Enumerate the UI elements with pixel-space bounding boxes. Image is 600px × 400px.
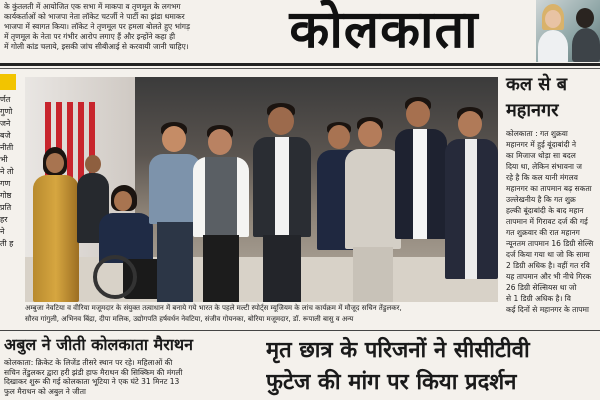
headline-line: महानगर [506, 100, 559, 121]
fragment: जने [0, 119, 11, 128]
body-line: कोलकाता : गत शुक्रवा [506, 129, 568, 138]
right-article-headline [500, 72, 600, 124]
body-line: सचिन तेंडुलकर द्वारा हरी झंडी हाफ मैराथन की सिक्किम की मंगली [4, 367, 183, 377]
headline-line: कल से ब [506, 74, 568, 95]
body-line: से 1 डिग्री अधिक है। वि [506, 294, 571, 303]
fragment: प्रति [0, 203, 12, 212]
body-line: का मिजाज थोड़ा सा बदल [506, 151, 576, 160]
section-masthead: कोलकाता [289, 0, 479, 60]
body-line: हल्की बूंदाबांदी के बाद महान [506, 206, 584, 215]
right-article-body [500, 128, 600, 315]
body-line: फुल मैराथन को अबुल ने जीता [4, 386, 86, 396]
person-body [572, 28, 600, 62]
body-line: गत शुक्रवार की रात महानग [506, 228, 580, 237]
body-line: कोलकाता: क्रिकेट के लिजेंड तीसरे स्थान पर रहे। महिलाओं की [4, 358, 173, 367]
body-line: 26 डिग्री सेल्सियस था जो [506, 283, 577, 292]
headline-line: फुटेज की मांग पर किया प्रदर्शन [266, 369, 517, 395]
body-line: 2 डिग्री अधिक है। वहीं गत रवि [506, 261, 590, 270]
body-line: यह तापमान और भी नीचे गिरक [506, 272, 592, 281]
body-line: न्यूनतम तापमान 16 डिग्री सेल्सि [506, 239, 594, 248]
photo-caption [25, 303, 498, 327]
left-cropped-column [0, 72, 22, 326]
snippet-line: के कुंतलती में आयोजित एक सभा में माकपा व तृणमूल के लगभग [4, 2, 181, 11]
fragment: गोष्ठ [0, 191, 12, 200]
masthead-rule-thin [0, 68, 600, 69]
body-line: तापमान में गिरावट दर्ज की गई [506, 217, 588, 226]
fragment: भी [0, 155, 8, 164]
section-rule [0, 330, 600, 331]
wheel-icon [93, 255, 137, 299]
person-body [538, 30, 568, 62]
body-line: उल्लेखनीय है कि गत शुक्र [506, 195, 576, 204]
fragment: ने [0, 227, 5, 236]
snippet-line: कार्यकर्ताओं को भाजपा नेता लॉकेट चटर्जी ने पार्टी का झंडा थमाकर [4, 12, 185, 21]
body-line: महानगर का तापमान बढ़ सकता [506, 184, 592, 193]
masthead-rule [0, 63, 600, 66]
yellow-marker-icon [0, 74, 16, 90]
top-left-news-snippet [0, 0, 228, 62]
snippet-line: में गोली कांड चलाये, इसकी जांच सीबीआई से करवायी जानी चाहिए। [4, 42, 189, 51]
caption-line: अम्बुजा नेवटिया व वीरिया मजूमदार के संयुक्त तत्वाधान में बनाये गये भारत के पहले मल्टी स्पोर्ट्स म्यूजियम के लांच कार्यक्रम में मौजूद सचिन तेंडुलकर, [25, 304, 402, 312]
person-face [545, 10, 561, 28]
body-line: महानगर में हुई बूंदाबांदी ने [506, 140, 577, 149]
fragment: ने तो [0, 167, 14, 176]
fragment: बजे [0, 131, 11, 140]
body-line: रहे है कि कल यानी मंगलव [506, 173, 578, 182]
main-event-photo [25, 77, 498, 302]
marathon-headline: अबुल ने जीती कोलकाता मैराथन [4, 335, 193, 354]
right-weather-article [500, 72, 600, 330]
person-head [576, 8, 594, 28]
fragment: र्णत [0, 95, 11, 104]
body-line: दर्ज किया गया था जो कि सामा [506, 250, 590, 259]
fragment: गण [0, 179, 11, 188]
fragment: नीती [0, 143, 14, 152]
snippet-line: भाजपा में स्वागत किया। लॉकेट ने तृणमूल पर हमला बोलते हुए भांगड़ [4, 22, 191, 31]
protest-headline [266, 334, 600, 398]
snippet-line: में तृणमूल के नेता पर गंभीर आरोप लगाए हैं और इन्होंने कहा ही [4, 32, 176, 41]
body-line: कई दिनों से महानगर के तापमा [506, 305, 589, 314]
caption-line: सौरव गांगुली, अभिनव बिंद्रा, दीपा मलिक, उद्योगपति हर्षवर्धन नेवटिया, संजीव गोयनका, बोरिया मजूमदार, डॉ. रूपाली बासु व अन्य [25, 315, 354, 323]
fragment: ती ह [0, 239, 14, 248]
body-line: दिखाकर शुरू की गई कोलकाता भूटिया ने एक घंटे 31 मिनट 13 [4, 377, 180, 386]
headline-line: मृत छात्र के परिजनों ने सीसीटीवी [266, 337, 530, 363]
body-line: दिया था, लेकिन संभावना ज [506, 162, 582, 171]
top-right-photo [536, 0, 600, 62]
fragment: गुणो [0, 107, 13, 116]
marathon-article-body [4, 358, 226, 400]
fragment: हर [0, 215, 8, 224]
